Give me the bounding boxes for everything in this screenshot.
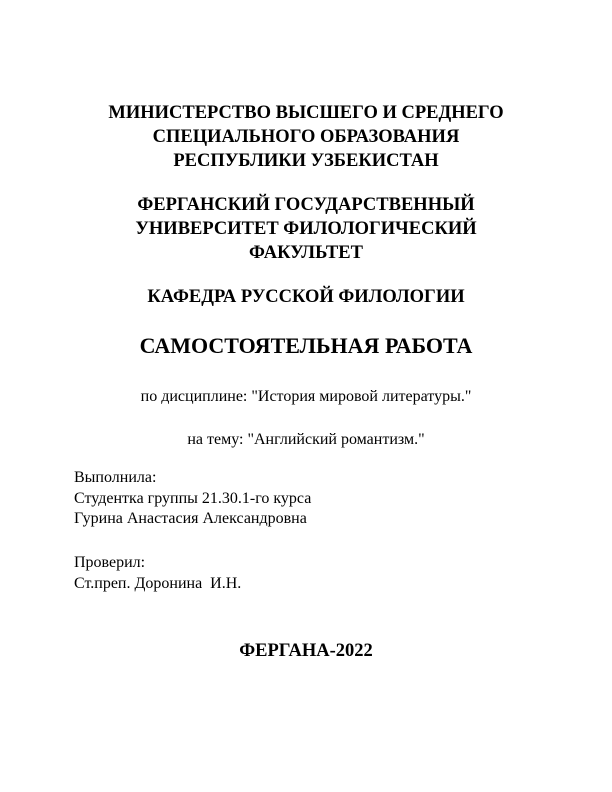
- checker-label: Проверил:: [74, 554, 146, 571]
- ministry-line-3: РЕСПУБЛИКИ УЗБЕКИСТАН: [173, 151, 439, 171]
- department-line: КАФЕДРА РУССКОЙ ФИЛОЛОГИИ: [147, 287, 465, 307]
- performer-block: [74, 468, 311, 530]
- department-heading: [60, 285, 552, 309]
- ministry-line-1: МИНИСТЕРСТВО ВЫСШЕГО И СРЕДНЕГО: [108, 103, 504, 123]
- performer-label: Выполнила:: [74, 469, 157, 486]
- ministry-line-2: СПЕЦИАЛЬНОГО ОБРАЗОВАНИЯ: [152, 127, 460, 147]
- work-title: САМОСТОЯТЕЛЬНАЯ РАБОТА: [139, 333, 473, 358]
- city-year: ФЕРГАНА-2022: [239, 641, 373, 661]
- discipline-line: по дисциплине: "История мировой литературы.": [140, 388, 472, 405]
- university-line-1: ФЕРГАНСКИЙ ГОСУДАРСТВЕННЫЙ: [137, 195, 475, 215]
- checker-block: [74, 553, 241, 594]
- ministry-heading: [60, 101, 552, 173]
- university-line-2: УНИВЕРСИТЕТ ФИЛОЛОГИЧЕСКИЙ: [135, 219, 477, 239]
- checker-name: Ст.преп. Доронина И.Н.: [74, 574, 242, 592]
- university-line-3: ФАКУЛЬТЕТ: [249, 243, 363, 263]
- university-heading: [60, 193, 552, 265]
- topic-line: на тему: "Английский романтизм.": [187, 431, 425, 448]
- performer-name: Гурина Анастасия Александровна: [74, 510, 307, 527]
- performer-group: Студентка группы 21.30.1-го курса: [74, 489, 312, 507]
